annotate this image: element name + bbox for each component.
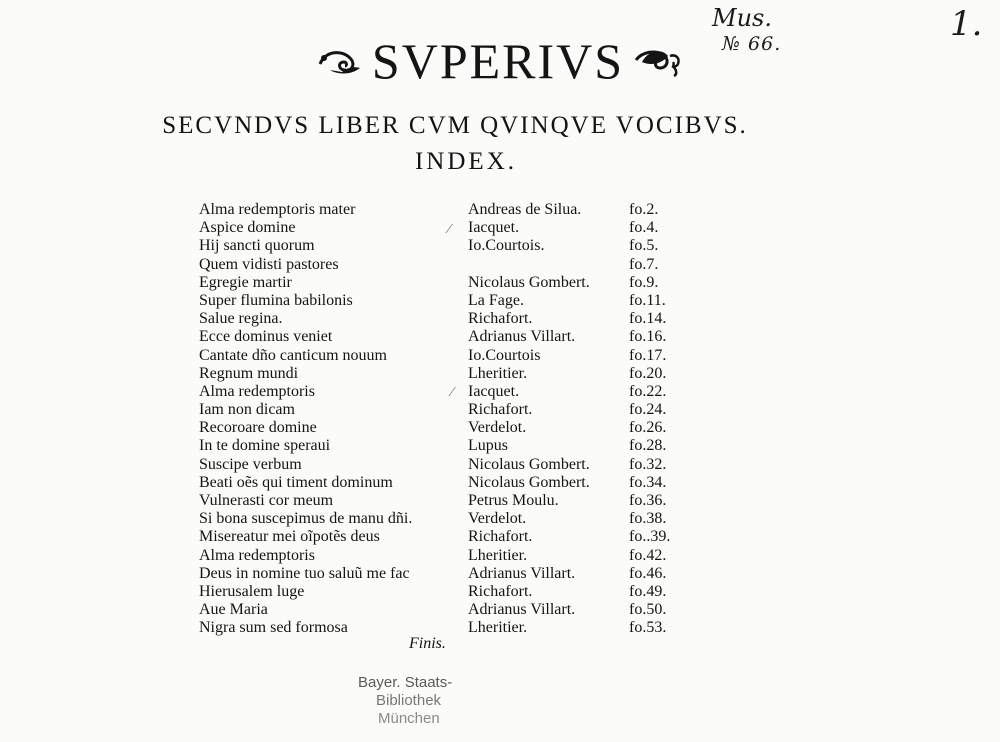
index-entry-composer: Richafort. [468,310,533,328]
index-entry-folio: fo.36. [629,492,667,509]
stamp-line1: Bayer. Staats- [358,674,453,691]
index-entry-title: In te domine speraui [199,437,331,455]
index-entry-composer: Adrianus Villart. [468,564,576,582]
index-entry-folio: fo.24. [629,401,667,419]
index-entry-composer: Richafort. [468,401,533,419]
index-entry-folio: fo.7. [629,255,659,273]
index-entry-title: Regnum mundi [199,364,299,382]
index-entry-title: Cantate dño canticum nouum [199,346,387,364]
index-entry-title: Hij sancti quorum [199,237,315,255]
index-entry-title: Salue regina. [199,310,283,328]
index-entry-composer: Richafort. [468,582,533,600]
stamp-line2: Bibliothek [376,692,442,709]
index-entry-composer: Richafort. [468,528,533,546]
stamp-line3: München [378,710,440,727]
index-heading: INDEX. [414,148,517,175]
index-entry-composer: Io.Courtois [468,346,541,364]
shelfmark-line1: Mus. [712,4,772,32]
index-entry-title: Alma redemptoris mater [199,201,356,218]
finis: Finis. [409,635,446,652]
index-entry-title: Quem vidisti pastores [199,255,339,273]
index-entry-folio: fo.20. [629,364,667,382]
index-entry-composer: Io.Courtois. [468,237,545,255]
index-entry-folio: fo.32. [629,455,667,473]
index-entry-title: Recoroare domine [199,419,317,437]
index-entry-composer: Adrianus Villart. [468,328,576,346]
index-entry-folio: fo.28. [629,437,667,455]
index-entry-folio: fo.26. [629,419,667,437]
index-entry-title: Suscipe verbum [199,455,302,473]
index-entry-composer: Lupus [468,437,508,455]
index-entry-folio: fo.4. [629,219,659,237]
index-entry-composer: Lheritier. [468,546,528,564]
folio-number: 1. [950,4,983,44]
index-entry-folio: fo.9. [629,273,659,291]
index-entry-composer: Nicolaus Gombert. [468,455,590,473]
index-entry-folio: fo.5. [629,237,659,255]
subtitle: SECVNDVS LIBER CVM QVINQVE VOCIBVS. [162,112,748,139]
index-entry-title: Alma redemptoris [199,546,315,564]
index-entry-composer: Verdelot. [468,419,527,437]
index-entry-composer: La Fage. [468,291,524,309]
index-entry-composer: Petrus Moulu. [468,492,559,509]
index-entry-folio: fo.46. [629,564,667,582]
index-entry-folio: fo.2. [629,201,659,218]
index-entry-folio: fo.38. [629,510,667,528]
index-entry-title: Hierusalem luge [199,582,305,600]
index-entry-title: Aspice domine [199,219,296,237]
index-entry-title: Deus in nomine tuo saluũ me fac [199,564,410,582]
index-entry-composer: Andreas de Silua. [468,201,582,218]
index-entry-title: Alma redemptoris [199,382,315,400]
index-entry-title: Misereatur mei oĩpotẽs deus [199,528,380,546]
index-entry-folio: fo.11. [629,291,666,309]
index-entry-folio: fo.53. [629,619,667,637]
pen-tick-mark: ⁄ [448,222,451,237]
index-entry-title: Super flumina babilonis [199,291,353,309]
pen-tick-mark: ⁄ [451,385,454,400]
index-entry-title: Ecce dominus veniet [199,328,333,346]
index-entry-title: Si bona suscepimus de manu dñi. [199,510,413,528]
index-entry-folio: fo.50. [629,601,667,619]
index-entry-title: Aue Maria [199,601,268,619]
index-entry-title: Iam non dicam [199,401,295,419]
index-entry-composer: Iacquet. [468,382,520,400]
index-entry-composer: Adrianus Villart. [468,601,576,619]
index-entry-folio: fo.42. [629,546,667,564]
index-entry-title: Beati oẽs qui timent dominum [199,473,393,491]
index-entry-title: Vulnerasti cor meum [199,492,334,509]
index-entry-folio: fo.14. [629,310,667,328]
index-entry-title: Nigra sum sed formosa [199,619,348,637]
index-entry-composer: Nicolaus Gombert. [468,473,590,491]
index-entry-folio: fo.34. [629,473,667,491]
index-entry-folio: fo.16. [629,328,667,346]
index-entry-folio: fo.22. [629,382,667,400]
right-fleuron-icon [632,44,684,78]
index-entry-composer: Iacquet. [468,219,520,237]
library-stamp [358,674,498,728]
index-entry-folio: fo.17. [629,346,667,364]
index-entry-composer: Verdelot. [468,510,527,528]
index-entry-folio: fo..39. [629,528,671,546]
title-row [0,33,1000,89]
shelfmark-line2: № 66. [722,33,782,55]
index-entry-composer: Nicolaus Gombert. [468,273,590,291]
index-entry-composer: Lheritier. [468,364,528,382]
index-entry-title: Egregie martir [199,273,292,291]
left-fleuron-icon [316,44,364,78]
page-title: SVPERIVS [371,33,625,89]
index-entry-composer: Lheritier. [468,619,528,637]
index-entry-folio: fo.49. [629,582,667,600]
